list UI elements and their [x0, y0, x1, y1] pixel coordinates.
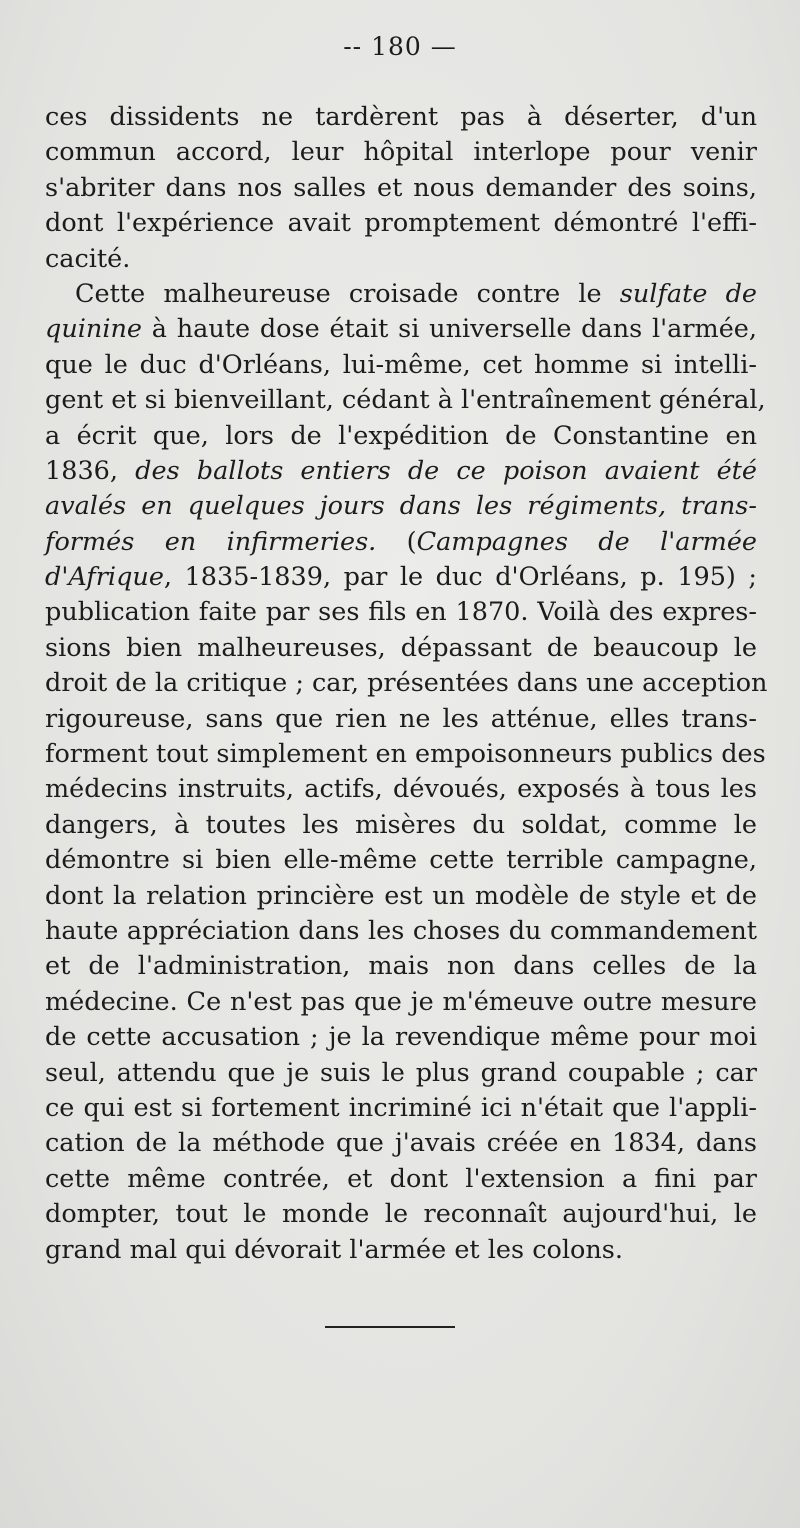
italic-text: avalés en quelques jours dans les régiments, trans- — [45, 491, 757, 522]
line-text: 1836, — [45, 455, 136, 486]
italic-text: formés en infirmeries. — [45, 526, 377, 557]
text-line — [45, 135, 757, 170]
line-text: cacité. — [45, 243, 131, 274]
text-line — [45, 737, 766, 772]
line-text: dangers, à toutes les misères du soldat, comme le — [45, 809, 757, 840]
line-text: ce qui est si fortement incriminé ici n'était que l'appli- — [45, 1092, 757, 1123]
line-text: , 1835-1839, par le duc d'Orléans, p. 195) ; — [163, 562, 757, 593]
text-line — [45, 348, 757, 383]
text-line — [45, 595, 757, 630]
text-line — [45, 277, 757, 312]
text-line — [45, 1056, 757, 1091]
line-text: gent et si bienveillant, cédant à l'entraînement général, — [45, 385, 766, 416]
line-text: démontre si bien elle-même cette terrible campagne, — [45, 845, 757, 876]
text-line — [45, 702, 757, 737]
line-text: grand mal qui dévorait l'armée et les colons. — [45, 1234, 623, 1265]
text-line — [45, 1162, 757, 1197]
line-text: seul, attendu que je suis le plus grand coupable ; car — [45, 1057, 757, 1088]
text-line — [45, 489, 757, 524]
line-text: haute appréciation dans les choses du commandement — [45, 915, 757, 946]
line-text: cation de la méthode que j'avais créée en 1834, dans — [45, 1128, 757, 1159]
text-line — [45, 631, 757, 666]
text-line — [45, 100, 757, 135]
text-line — [45, 242, 757, 277]
text-line — [45, 666, 768, 701]
text-line — [45, 772, 757, 807]
italic-text: sulfate de — [619, 278, 757, 309]
text-line — [45, 1091, 757, 1126]
text-line — [45, 879, 757, 914]
italic-text: d'Afrique — [45, 562, 164, 593]
italic-text: quinine — [45, 314, 142, 345]
text-line — [45, 914, 757, 949]
line-text: médecine. Ce n'est pas que je m'émeuve outre mesure — [45, 986, 757, 1017]
line-text: ( — [376, 526, 417, 557]
text-line — [45, 843, 757, 878]
line-text: publication faite par ses fils en 1870. Voilà des expres- — [45, 597, 757, 628]
text-line — [45, 419, 757, 454]
italic-text: des ballots entiers de ce poison avaient été — [135, 455, 758, 486]
text-line — [45, 312, 757, 347]
line-text: dont l'expérience avait promptement démontré l'effi- — [45, 208, 757, 239]
text-line — [45, 1126, 757, 1161]
text-line — [45, 383, 766, 418]
line-text: de cette accusation ; je la revendique même pour moi — [45, 1022, 757, 1053]
line-text: a écrit que, lors de l'expédition de Constantine en — [45, 420, 757, 451]
text-line — [45, 808, 757, 843]
text-line — [45, 171, 757, 206]
line-text: s'abriter dans nos salles et nous demander des soins, — [45, 172, 757, 203]
line-text: que le duc d'Orléans, lui-même, cet homme si intelli- — [45, 349, 757, 380]
line-text: cette même contrée, et dont l'extension a fini par — [45, 1163, 757, 1194]
text-line — [45, 949, 757, 984]
line-text: et de l'administration, mais non dans celles de la — [45, 951, 757, 982]
line-text: dompter, tout le monde le reconnaît aujourd'hui, le — [45, 1199, 757, 1230]
page-number: -- 180 — — [343, 32, 457, 61]
italic-text: Campagnes de l'armée — [416, 526, 758, 557]
text-line — [45, 985, 757, 1020]
end-rule — [325, 1326, 455, 1328]
text-line — [45, 206, 757, 241]
line-text: droit de la critique ; car, présentées dans une acception — [45, 668, 768, 699]
line-text: médecins instruits, actifs, dévoués, exposés à tous les — [45, 774, 757, 805]
text-line — [45, 1020, 757, 1055]
text-line — [45, 525, 757, 560]
line-text: à haute dose était si universelle dans l'armée, — [142, 314, 757, 345]
text-line — [45, 454, 757, 489]
line-text: ces dissidents ne tardèrent pas à déserter, d'un — [45, 102, 757, 132]
text-line — [45, 560, 757, 595]
line-text: forment tout simplement en empoisonneurs publics des — [45, 739, 766, 770]
line-text: commun accord, leur hôpital interlope pour venir — [45, 137, 757, 168]
line-text: Cette malheureuse croisade contre le — [75, 278, 620, 309]
text-line — [45, 1233, 757, 1268]
line-text: sions bien malheureuses, dépassant de beaucoup le — [45, 632, 757, 663]
body-text — [45, 100, 768, 1268]
text-line — [45, 1197, 757, 1232]
line-text: dont la relation princière est un modèle de style et de — [45, 880, 757, 911]
line-text: rigoureuse, sans que rien ne les atténue, elles trans- — [45, 703, 757, 734]
